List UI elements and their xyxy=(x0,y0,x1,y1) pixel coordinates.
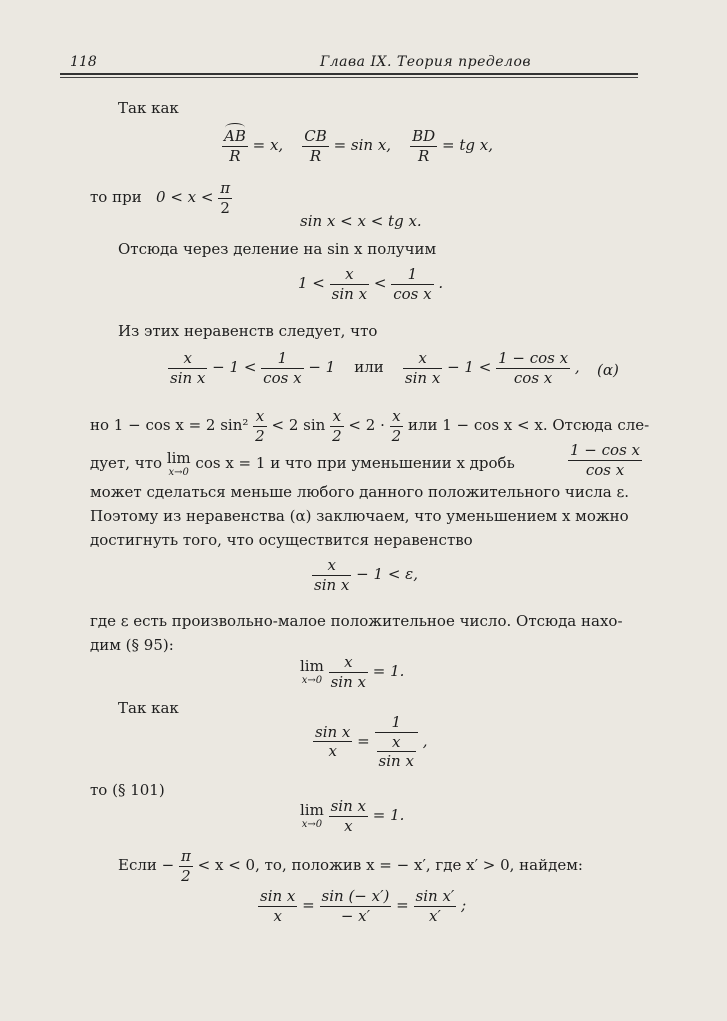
frac-den: x′ xyxy=(414,906,457,925)
frac-num: sin x xyxy=(260,887,296,905)
header-rule xyxy=(60,73,638,75)
para1-line2: Поэтому из неравенства (α) заключаем, что уменьшением x можно xyxy=(90,507,629,525)
formula-ineq3 xyxy=(168,350,580,386)
ineq-part: − 1 < xyxy=(447,358,492,376)
frac-den: cos x xyxy=(393,284,432,303)
frac-den: − x′ xyxy=(320,906,392,925)
frac-den: x xyxy=(258,906,297,925)
frac-den: 2 xyxy=(391,426,402,445)
frac-num: x xyxy=(344,653,353,671)
text-tak-kak-1: Так как xyxy=(118,99,179,117)
ineq-part: 1 < xyxy=(298,274,325,292)
ineq-part: − 1 < ε, xyxy=(356,565,418,583)
text-part: < 2 sin xyxy=(271,416,326,434)
frac-den: R xyxy=(410,146,437,165)
lim-sub: x→0 xyxy=(301,818,323,830)
text-part: но 1 − cos x = 2 sin² xyxy=(90,416,249,434)
eq-part: = xyxy=(396,896,409,914)
frac-x-over-sinx xyxy=(330,266,369,302)
frac-num: 1 − cos x xyxy=(570,441,641,459)
frac-arc-ab-over-r xyxy=(222,128,248,164)
frac-den: R xyxy=(222,146,248,165)
frac-den: cos x xyxy=(568,460,642,479)
frac-num: 1 xyxy=(407,265,418,283)
text-to-101: то (§ 101) xyxy=(90,781,165,799)
frac-x-over-sinx xyxy=(377,734,416,770)
ineq-part: , xyxy=(574,358,580,376)
frac-num: x xyxy=(391,732,401,751)
para2-line1: где ε есть произвольно-малое положительное число. Отсюда нахо- xyxy=(90,612,623,630)
para1-line1: может сделаться меньше любого данного положительного числа ε. xyxy=(90,483,630,501)
frac-num: sin x′ xyxy=(415,887,455,905)
formula-eps xyxy=(312,557,418,593)
eq-part: = xyxy=(302,896,315,914)
frac-1-minus-cos-over-cos xyxy=(568,442,642,478)
frac-sinxp-over-xp xyxy=(414,888,457,924)
formula-sin-ineq: sin x < x < tg x. xyxy=(300,212,422,230)
frac-den-nested xyxy=(375,732,418,770)
chapter-title: Глава IX. Теория пределов xyxy=(320,54,532,70)
frac-num: sin (− x′) xyxy=(321,887,390,905)
frac-den: x xyxy=(329,816,368,835)
frac-x-over-sinx xyxy=(329,654,368,690)
frac-den: sin x xyxy=(314,575,350,594)
text-tak-kak-2: Так как xyxy=(118,699,179,717)
lim-word: lim xyxy=(166,449,191,467)
text-part: < 2 · xyxy=(348,416,385,434)
lim-sub: x→0 xyxy=(301,674,323,686)
eq-part: ; xyxy=(461,896,467,914)
ineq-zero: 0 < x < xyxy=(156,188,214,206)
formula-sinx-over-x xyxy=(313,714,427,770)
frac-cb-over-r xyxy=(302,128,329,164)
text-part: дует, что xyxy=(90,453,163,472)
text-part: cos x = 1 и что при уменьшении x дробь xyxy=(195,453,515,472)
frac-num: x xyxy=(418,349,427,367)
frac-num: x xyxy=(183,349,192,367)
header-rule-thin xyxy=(60,77,638,78)
lim-x-to-0 xyxy=(167,450,191,478)
text-part: или 1 − cos x < x. Отсюда сле- xyxy=(407,416,650,434)
frac-den: sin x xyxy=(404,368,441,387)
lim-word: lim xyxy=(300,801,324,820)
frac-num: π xyxy=(181,847,191,865)
frac-den: sin x xyxy=(331,284,368,303)
frac-den: x xyxy=(313,741,352,760)
frac-num: x xyxy=(327,556,336,574)
frac-num: x xyxy=(332,407,342,425)
frac-num: π xyxy=(220,179,231,197)
frac-num: BD xyxy=(412,127,436,145)
frac-num: 1 − cos x xyxy=(498,349,569,367)
frac-num: 1 xyxy=(391,713,401,731)
frac-sin-negxp-over-negxp xyxy=(320,888,392,924)
frac-x-over-2 xyxy=(253,408,267,444)
text-part: < x < 0, то, положив x = − x′, где x′ > 0, найдем: xyxy=(197,856,583,874)
lim-x-to-0 xyxy=(300,658,324,686)
frac-num: 1 xyxy=(277,349,288,367)
formula-lim-sinx-over-x xyxy=(300,798,404,834)
formula-last xyxy=(258,888,466,924)
text-to-pri: то при xyxy=(90,188,142,206)
line-no-sin xyxy=(90,408,649,444)
arc-ab: AB xyxy=(224,127,246,145)
formula-ineq2 xyxy=(298,266,443,302)
formula-lim-x-over-sinx xyxy=(300,654,404,690)
lim-word: lim xyxy=(300,657,324,676)
text-part: Если − xyxy=(118,856,175,874)
frac-num: x xyxy=(255,407,265,425)
ineq-part: − 1 xyxy=(308,358,336,376)
tag-alpha: (α) xyxy=(597,361,619,379)
frac-x-over-2 xyxy=(330,408,344,444)
frac-den: cos x xyxy=(496,368,570,387)
frac-pi-over-2 xyxy=(218,180,232,216)
text-iz-etih: Из этих неравенств следует, что xyxy=(118,322,378,340)
frac-sinx-over-x xyxy=(258,888,297,924)
eq-part: = 1. xyxy=(372,806,405,824)
lim-sub: x→0 xyxy=(168,466,189,478)
frac-num: CB xyxy=(304,127,327,145)
frac-den: 2 xyxy=(255,426,265,445)
frac-bd-over-r xyxy=(410,128,437,164)
frac-num: sin x xyxy=(315,722,351,741)
eq-part: = x, xyxy=(252,136,284,154)
frac-num: x xyxy=(345,265,354,283)
frac-x-over-sinx xyxy=(312,557,351,593)
eq-part: = sin x, xyxy=(333,136,392,154)
frac-1-minus-cosx-over-cosx xyxy=(496,350,570,386)
page-header xyxy=(60,48,640,72)
frac-1-over-cosx xyxy=(391,266,433,302)
text-otsyuda-delenie: Отсюда через деление на sin x получим xyxy=(118,240,437,258)
frac-den: sin x xyxy=(330,672,366,691)
formula-arc-cb-bd xyxy=(222,128,493,164)
para2-line2: дим (§ 95): xyxy=(90,636,174,654)
frac-1-minus-cosx-over-cosx xyxy=(568,442,642,478)
frac-den: 2 xyxy=(332,426,342,445)
frac-sinx-over-x xyxy=(313,724,352,760)
line-to-pri xyxy=(90,180,232,216)
frac-den: sin x xyxy=(378,752,414,770)
eq-part: , xyxy=(422,731,428,750)
text-ili: или xyxy=(354,358,384,376)
eq-part: = tg x, xyxy=(442,136,493,154)
ineq-part: − 1 < xyxy=(212,358,257,376)
frac-x-over-sinx xyxy=(168,350,207,386)
para1-line3: достигнуть того, что осуществится неравенство xyxy=(90,531,473,549)
frac-x-over-sinx xyxy=(403,350,442,386)
frac-den: R xyxy=(302,146,329,165)
line-duet xyxy=(90,450,515,478)
frac-den: 2 xyxy=(218,198,232,217)
frac-den: 2 xyxy=(179,866,193,885)
lim-x-to-0 xyxy=(300,802,324,830)
frac-1-over-x-over-sinx xyxy=(375,714,418,770)
ineq-part: < xyxy=(373,274,387,292)
line-esli xyxy=(118,848,583,884)
frac-x-over-2 xyxy=(390,408,404,444)
page-number: 118 xyxy=(70,54,97,70)
eq-part: = xyxy=(357,731,370,750)
frac-1-over-cosx xyxy=(261,350,303,386)
frac-pi-over-2 xyxy=(179,848,193,884)
frac-num: x xyxy=(392,407,401,425)
frac-sinx-over-x xyxy=(329,798,368,834)
frac-num: sin x xyxy=(330,797,366,815)
eq-part: = 1. xyxy=(372,662,405,680)
frac-den: sin x xyxy=(170,368,206,387)
ineq-part: . xyxy=(438,274,444,292)
frac-den: cos x xyxy=(263,368,302,387)
